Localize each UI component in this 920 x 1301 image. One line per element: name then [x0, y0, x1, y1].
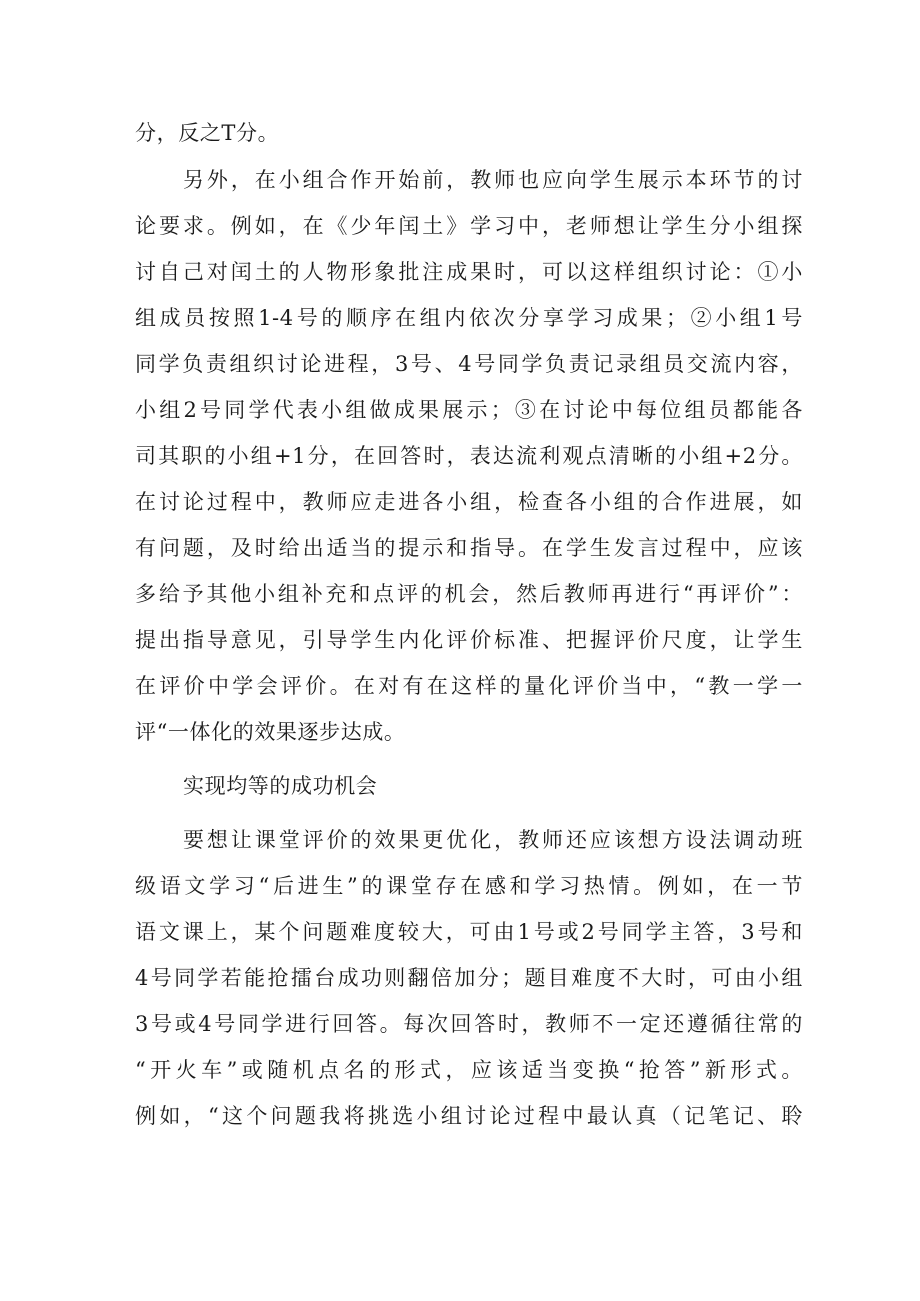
text-line: 评“一体化的效果逐步达成。 — [135, 720, 406, 744]
paragraph-start-line: 要想让课堂评价的效果更优化，教师还应该想方设法调动班 — [183, 828, 803, 852]
text-line: 在评价中学会评价。在对有在这样的量化评价当中，“教一学一 — [135, 674, 803, 698]
text-line: 例如，“这个问题我将挑选小组讨论过程中最认真（记笔记、聆 — [135, 1104, 803, 1128]
text-line: 语文课上，某个问题难度较大，可由1号或2号同学主答，3号和 — [135, 920, 803, 944]
text-line: 3号或4号同学进行回答。每次回答时，教师不一定还遵循往常的 — [135, 1012, 803, 1036]
paragraph-start-line: 另外，在小组合作开始前，教师也应向学生展示本环节的讨 — [183, 168, 803, 192]
text-line: 4号同学若能抢擂台成功则翻倍加分；题目难度不大时，可由小组 — [135, 966, 803, 990]
text-line: 提出指导意见，引导学生内化评价标准、把握评价尺度，让学生 — [135, 628, 803, 652]
text-line: 论要求。例如，在《少年闰土》学习中，老师想让学生分小组探 — [135, 214, 803, 238]
text-line: 在讨论过程中，教师应走进各小组，检查各小组的合作进展，如 — [135, 490, 803, 514]
text-line: 讨自己对闰土的人物形象批注成果时，可以这样组织讨论：①小 — [135, 260, 803, 284]
text-line: 小组2号同学代表小组做成果展示；③在讨论中每位组员都能各 — [135, 398, 803, 422]
text-line: 分，反之T分。 — [135, 121, 280, 145]
text-line: 同学负责组织讨论进程，3号、4号同学负责记录组员交流内容， — [135, 352, 803, 376]
text-line: 组成员按照1-4号的顺序在组内依次分享学习成果；②小组1号 — [135, 306, 803, 330]
text-line: 有问题，及时给出适当的提示和指导。在学生发言过程中，应该 — [135, 536, 803, 560]
text-line: 司其职的小组+1分，在回答时，表达流利观点清晰的小组+2分。 — [135, 444, 803, 468]
section-heading: 实现均等的成功机会 — [183, 774, 378, 798]
text-line: “开火车”或随机点名的形式，应该适当变换“抢答”新形式。 — [135, 1058, 803, 1082]
text-line: 级语文学习“后进生”的课堂存在感和学习热情。例如，在一节 — [135, 874, 803, 898]
text-line: 多给予其他小组补充和点评的机会，然后教师再进行“再评价”： — [135, 582, 803, 606]
